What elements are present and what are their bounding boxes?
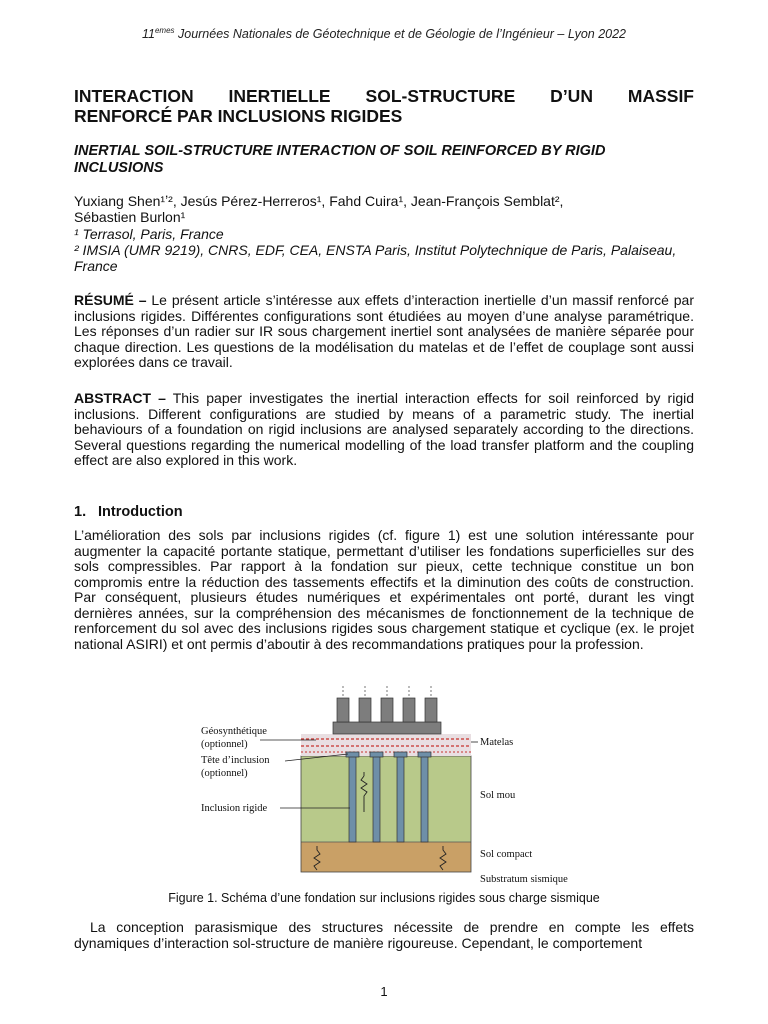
compact-soil-layer: [301, 842, 471, 872]
section-number: 1.: [74, 504, 87, 520]
column: [425, 698, 437, 722]
inclusion-head: [370, 752, 383, 757]
raft-slab: [333, 722, 441, 734]
header-ordinal-sup: emes: [154, 26, 175, 35]
page-number: 1: [380, 984, 388, 999]
label-tete-inclusion-optional: (optionnel): [201, 768, 248, 779]
structure-columns: [337, 698, 437, 722]
inclusion-shaft: [421, 756, 428, 842]
authors-line-1: Yuxiang Shen¹ʼ², Jesús Pérez-Herreros¹, Fahd Cuira¹, Jean-François Semblat²,: [74, 193, 564, 209]
label-sol-compact: Sol compact: [480, 849, 533, 860]
label-geosynthetique-optional: (optionnel): [201, 739, 248, 750]
soft-soil-layer: [301, 756, 471, 842]
inclusion-head: [394, 752, 407, 757]
section-title: Introduction: [98, 504, 183, 520]
figure-caption: Figure 1. Schéma d’une fondation sur inclusions rigides sous charge sismique: [168, 891, 600, 905]
inclusion-shaft: [349, 756, 356, 842]
resume-label: RÉSUMÉ –: [74, 292, 147, 308]
header-text: Journées Nationales de Géotechnique et de Géologie de l’Ingénieur – Lyon 2022: [174, 27, 627, 42]
title-line-1: INTERACTION INERTIELLE SOL-STRUCTURE D’UN MASSIF: [74, 86, 694, 106]
english-title: INERTIAL SOIL-STRUCTURE INTERACTION OF SOIL REINFORCED BY RIGID INCLUSIONS: [74, 143, 606, 176]
authors-line-2: Sébastien Burlon¹: [74, 209, 186, 226]
intro-paragraph: L’amélioration des sols par inclusions rigides (cf. figure 1) est une solution intéressante pour augmenter la capacité portante statique, permettant d’utiliser les fondations superficielles sur des sols compressibles. Par rapport à la fondation sur pieux, cette technique constitue un bon compromis entre la réduction des tassements effectifs et la diminution des coûts de construction. Par conséquent, plusieurs études numériques et expérimentales ont porté, durant les vingt dernières années, sur la compréhension des mécanismes de fonctionnement de la technique de renforcement du sol avec des inclusions rigides sous chargement statique et cyclique (ex. le projet national ASIRI) et ont permis d’aboutir à des recommandations pratiques pour la profession.: [74, 527, 694, 652]
label-matelas: Matelas: [480, 737, 514, 748]
resume-paragraph: [74, 293, 694, 371]
conference-header: [0, 26, 768, 41]
resume-text: Le présent article s’intéresse aux effets d’interaction inertielle d’un massif renforcé par inclusions rigides. Différentes configurations sont étudiées au moyen d’une analyse paramétrique. Les réponses d’un radier sur IR sous chargement inertiel sont analysées de manière séparée pour chaque direction. Les questions de la modélisation du matelas et de l’effet de couplage sont aussi explorées dans ce travail.: [74, 292, 695, 370]
inclusion-shaft: [397, 756, 404, 842]
abstract-label: ABSTRACT –: [74, 390, 166, 406]
column: [337, 698, 349, 722]
inclusion-head: [418, 752, 431, 757]
label-geosynthetique: Géosynthétique: [201, 726, 267, 737]
closing-paragraph: La conception parasismique des structures nécessite de prendre en compte les effets dynamiques d’interaction sol-structure de manière rigoureuse. Cependant, le comportement: [74, 919, 694, 951]
title-line-2: RENFORCÉ PAR INCLUSIONS RIGIDES: [74, 106, 403, 126]
label-substratum: Substratum sismique: [480, 874, 568, 885]
paper-title: [74, 86, 694, 126]
inclusion-shaft: [373, 756, 380, 842]
column-extensions: [343, 686, 431, 698]
column: [359, 698, 371, 722]
mattress-layer: [301, 734, 471, 756]
inclusion-head: [346, 752, 359, 757]
label-tete-inclusion: Tête d’inclusion: [201, 755, 270, 766]
affiliation-1: ¹ Terrasol, Paris, France: [74, 225, 224, 242]
abstract-paragraph: [74, 391, 694, 469]
figure-1-schematic: [196, 684, 576, 890]
label-sol-mou: Sol mou: [480, 790, 516, 801]
authors-block: [74, 193, 694, 274]
label-inclusion-rigide: Inclusion rigide: [201, 803, 268, 814]
column: [381, 698, 393, 722]
abstract-text: This paper investigates the inertial interaction effects for soil reinforced by rigid inclusions. Different configurations are studied by means of a parametric study. The inertial behaviours of a foundation on rigid inclusions are analysed separately according to the directions. Several questions regarding the numerical modelling of the load transfer platform and the coupling effect are also explored in this work.: [74, 390, 695, 468]
column: [403, 698, 415, 722]
header-ordinal: 11: [141, 27, 155, 42]
affiliation-2: ² IMSIA (UMR 9219), CNRS, EDF, CEA, ENSTA Paris, Institut Polytechnique de Paris, Palaiseau, France: [74, 241, 677, 275]
section-heading: [74, 504, 183, 520]
figure-shapes: [260, 686, 478, 872]
